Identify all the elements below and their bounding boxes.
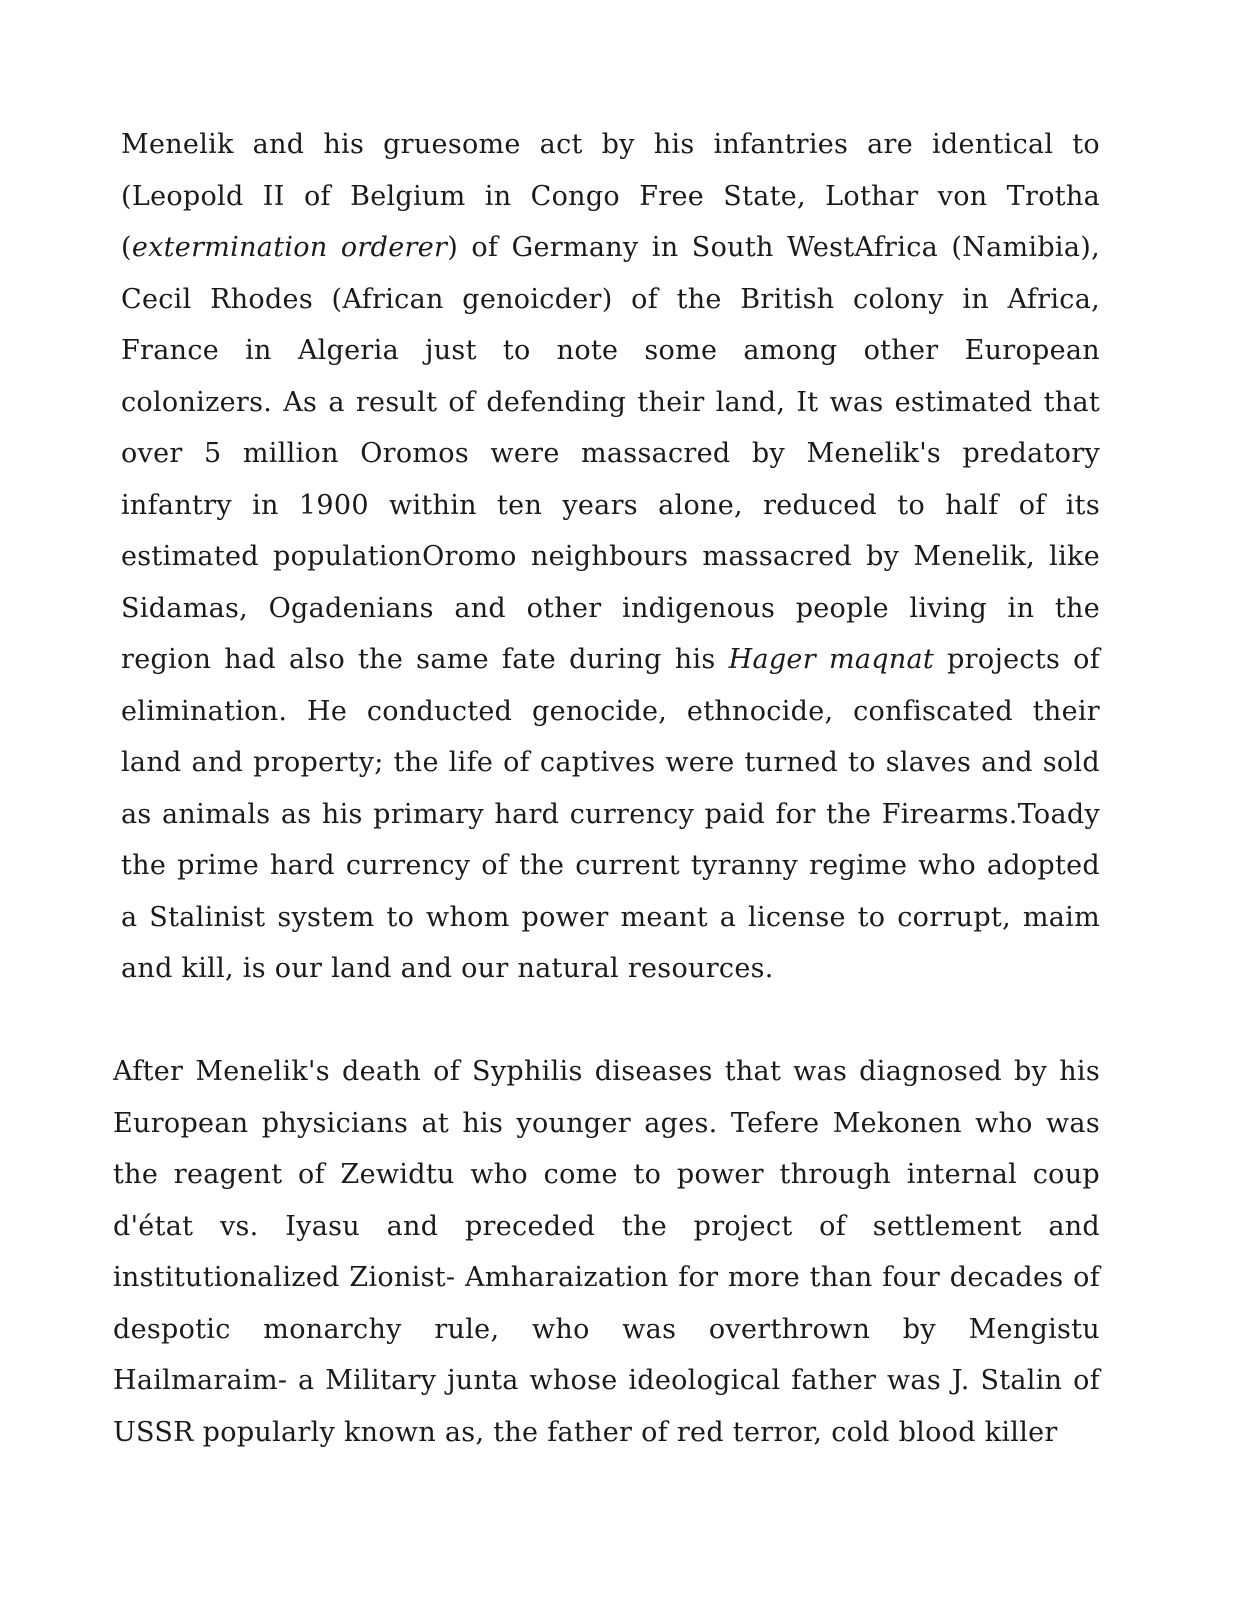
paragraph-2-text: After Menelik's death of Syphilis diseases that was diagnosed by his European physicians at his younger ages. Tefere Mekonen who was the reagent of Zewidtu who come to power through internal coup d'état vs. Iyasu and preceded the project of settlement and institutionalized Zionist- Amharaization for more than four decades of despotic monarchy rule, who was overthrown by Mengistu Hailmaraim- a Military junta whose ideological father was J. Stalin of USSR popularly known as, the father of red terror, cold blood killer	[113, 1056, 1100, 1448]
paragraph-1-text-b: ) of Germany in South WestAfrica (Namibia), Cecil Rhodes (African genoicder) of the British colony in Africa, France in Algeria just to note some among other European colonizers. As a result of defending their land, It was estimated that over 5 million Oromos were massacred by Menelik's predatory infantry in 1900 within ten years alone, reduced to half of its estimated populationOromo neighbours massacred by Menelik, like Sidamas, Ogadenians and other indigenous people living in the region had also the same fate during his	[121, 232, 1100, 675]
paragraph-1-text-a: Menelik and his gruesome act by his infantries are identical to (Leopold II of Belgium in Congo Free State, Lothar von Trotha (	[121, 129, 1100, 263]
paragraph-1-italic-extermination-orderer: extermination orderer	[131, 232, 448, 263]
paragraph-1	[113, 119, 1100, 995]
paragraph-1-italic-hager-maqnat: Hager maqnat	[728, 644, 935, 675]
paragraph-1-text-c: projects of elimination. He conducted genocide, ethnocide, confiscated their land and property; the life of captives were turned to slaves and sold as animals as his primary hard currency paid for the Firearms.Toady the prime hard currency of the current tyranny regime who adopted a Stalinist system to whom power meant a license to corrupt, maim and kill, is our land and our natural resources.	[121, 644, 1100, 984]
paragraph-2	[113, 1046, 1100, 1458]
document-page	[113, 119, 1100, 1458]
